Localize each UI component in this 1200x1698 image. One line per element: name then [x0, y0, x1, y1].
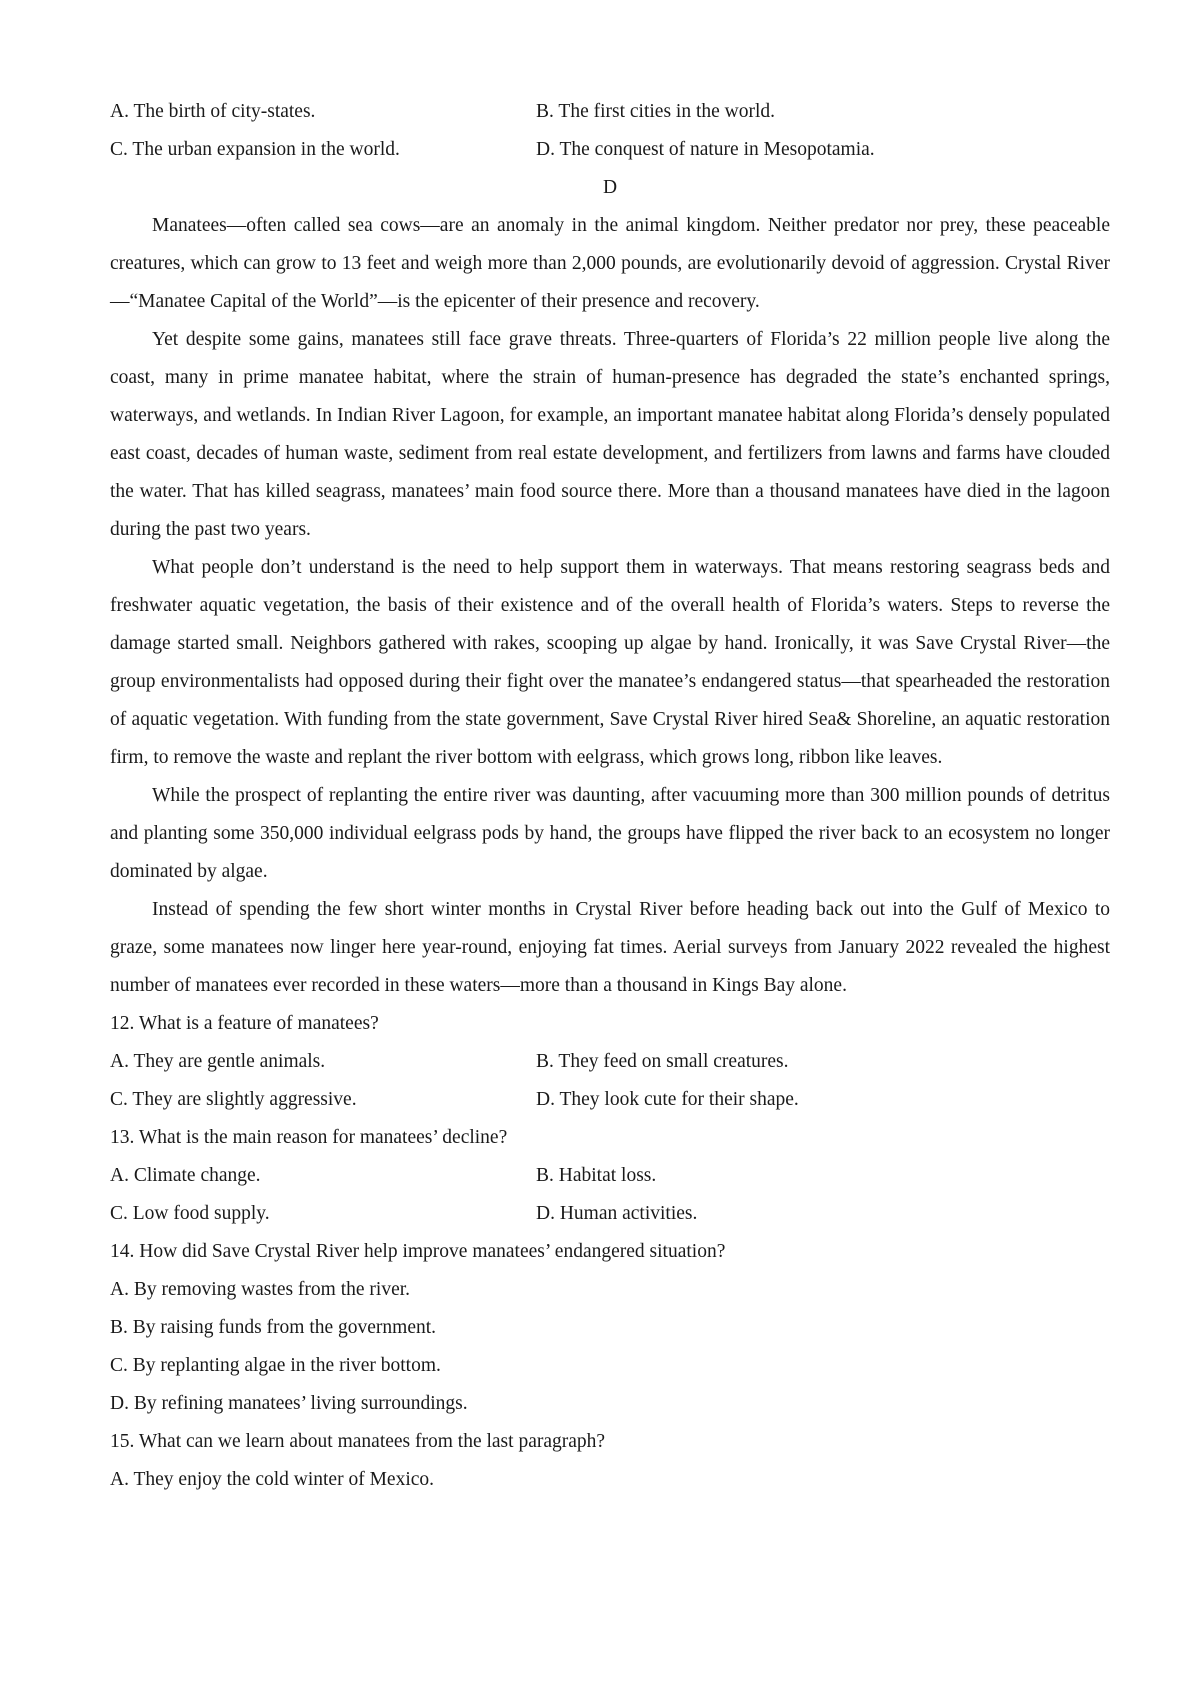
- section-heading: D: [602, 177, 618, 198]
- passage-paragraph: Yet despite some gains, manatees still face grave threats. Three-quarters of Florida’s 22 million people live along the coast, many in prime manatee habitat, where the strain of human-presence has degraded the state’s enchanted springs, waterways, and wetlands. In Indian River Lagoon, for example, an important manatee habitat along Florida’s densely populated east coast, decades of human waste, sediment from real estate development, and fertilizers from lawns and farms have clouded the water. That has killed seagrass, manatees’ main food source there. More than a thousand manatees have died in the lagoon during the past two years.: [110, 329, 1110, 540]
- prev-option-d: D. The conquest of nature in Mesopotamia.: [536, 139, 875, 160]
- question-15-stem: 15. What can we learn about manatees from the last paragraph?: [110, 1431, 606, 1452]
- prev-option-b: B. The first cities in the world.: [536, 101, 776, 122]
- question-13-options-row-2: [110, 1195, 1110, 1233]
- question-12-option-b: B. They feed on small creatures.: [536, 1051, 789, 1072]
- passage-paragraph: Instead of spending the few short winter months in Crystal River before heading back out into the Gulf of Mexico to graze, some manatees now linger here year-round, enjoying fat times. Aerial surveys from January 2022 revealed the highest number of manatees ever recorded in these waters—more than a thousand in Kings Bay alone.: [110, 899, 1110, 996]
- passage-paragraph: What people don’t understand is the need to help support them in waterways. That means restoring seagrass beds and freshwater aquatic vegetation, the basis of their existence and of the overall health of Florida’s waters. Steps to reverse the damage started small. Neighbors gathered with rakes, scooping up algae by hand. Ironically, it was Save Crystal River—the group environmentalists had opposed during their fight over the manatee’s endangered status—that spearheaded the restoration of aquatic vegetation. With funding from the state government, Save Crystal River hired Sea& Shoreline, an aquatic restoration firm, to remove the waste and replant the river bottom with eelgrass, which grows long, ribbon like leaves.: [110, 557, 1110, 768]
- question-12-option-d: D. They look cute for their shape.: [536, 1089, 799, 1110]
- question-12-option-c: C. They are slightly aggressive.: [110, 1089, 357, 1110]
- question-12-stem: 12. What is a feature of manatees?: [110, 1013, 379, 1034]
- question-12-options-row-2: [110, 1081, 1110, 1119]
- document-page: [110, 93, 1110, 1499]
- prev-option-c: C. The urban expansion in the world.: [110, 139, 400, 160]
- question-13-options-row-1: [110, 1157, 1110, 1195]
- question-14-option-d: D. By refining manatees’ living surroundings.: [110, 1393, 468, 1414]
- passage: [110, 207, 1110, 1005]
- prev-option-a: A. The birth of city-states.: [110, 101, 316, 122]
- prev-options-row-2: [110, 131, 1110, 169]
- question-13-option-a: A. Climate change.: [110, 1165, 261, 1186]
- question-13-option-d: D. Human activities.: [536, 1203, 698, 1224]
- question-13-option-b: B. Habitat loss.: [536, 1165, 657, 1186]
- passage-paragraph: While the prospect of replanting the entire river was daunting, after vacuuming more than 300 million pounds of detritus and planting some 350,000 individual eelgrass pods by hand, the groups have flipped the river back to an ecosystem no longer dominated by algae.: [110, 785, 1110, 882]
- question-12-option-a: A. They are gentle animals.: [110, 1051, 326, 1072]
- question-13-option-c: C. Low food supply.: [110, 1203, 270, 1224]
- question-14-stem: 14. How did Save Crystal River help improve manatees’ endangered situation?: [110, 1241, 726, 1262]
- passage-paragraph: Manatees—often called sea cows—are an anomaly in the animal kingdom. Neither predator nor prey, these peaceable creatures, which can grow to 13 feet and weigh more than 2,000 pounds, are evolutionarily devoid of aggression. Crystal River—“Manatee Capital of the World”—is the epicenter of their presence and recovery.: [110, 215, 1110, 312]
- question-14-option-c: C. By replanting algae in the river bottom.: [110, 1355, 441, 1376]
- question-14-option-b: B. By raising funds from the government.: [110, 1317, 437, 1338]
- question-14-option-a: A. By removing wastes from the river.: [110, 1279, 411, 1300]
- prev-options-row-1: [110, 93, 1110, 131]
- question-13-stem: 13. What is the main reason for manatees’ decline?: [110, 1127, 508, 1148]
- question-15-option-a: A. They enjoy the cold winter of Mexico.: [110, 1469, 435, 1490]
- question-12-options-row-1: [110, 1043, 1110, 1081]
